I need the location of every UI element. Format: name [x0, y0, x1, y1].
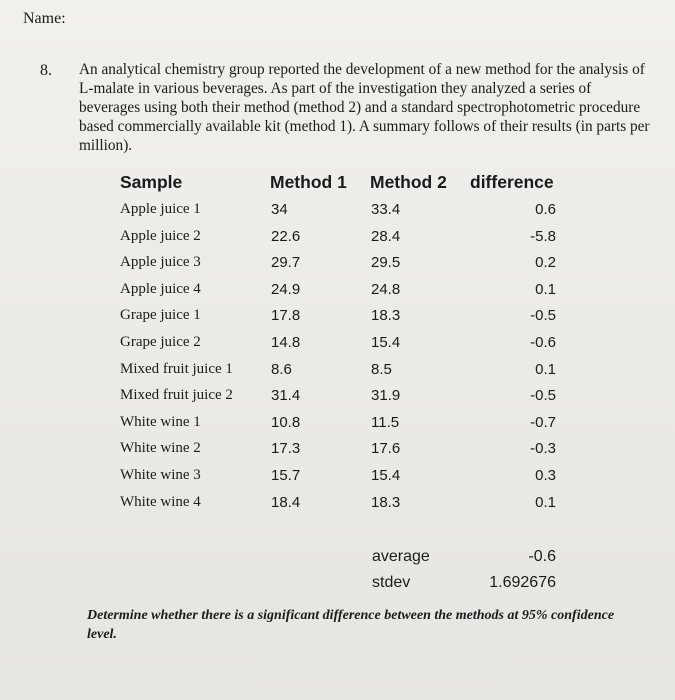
sample-cell: Apple juice 3: [120, 254, 201, 270]
difference-cell: 0.1: [535, 281, 556, 298]
method1-cell: 10.8: [271, 414, 301, 431]
method1-cell: 14.8: [271, 334, 301, 351]
sample-cell: Mixed fruit juice 2: [120, 387, 233, 403]
average-label: average: [372, 548, 430, 565]
method2-cell: 24.8: [371, 281, 401, 298]
method1-cell: 8.6: [271, 361, 292, 378]
method2-cell: 18.3: [371, 494, 401, 511]
method2-cell: 15.4: [371, 334, 401, 351]
difference-cell: -0.5: [530, 307, 556, 324]
method1-cell: 29.7: [271, 254, 301, 271]
method2-cell: 17.6: [371, 440, 401, 457]
sample-cell: Mixed fruit juice 1: [120, 361, 233, 377]
difference-cell: -0.7: [530, 414, 556, 431]
method1-cell: 22.6: [271, 228, 301, 245]
difference-cell: -5.8: [530, 228, 556, 245]
difference-cell: -0.5: [530, 387, 556, 404]
problem-number: 8.: [40, 62, 52, 79]
method1-cell: 24.9: [271, 281, 301, 298]
problem-intro: An analytical chemistry group reported the development of a new method for the analysis of L-malate in various beverages. As part of the investigation they analyzed a series of beverages using both their method (method 2) and a standard spectrophotometric procedure based commercially available kit (method 1). A summary follows of their results (in parts per million).: [79, 61, 650, 154]
difference-cell: 0.1: [535, 494, 556, 511]
stdev-value: 1.692676: [489, 574, 556, 591]
sample-cell: Apple juice 2: [120, 228, 201, 244]
header-method1: Method 1: [270, 172, 347, 192]
method2-cell: 28.4: [371, 228, 401, 245]
sample-cell: White wine 1: [120, 414, 201, 430]
average-value: -0.6: [528, 548, 556, 565]
sample-cell: White wine 2: [120, 440, 201, 456]
sample-cell: Apple juice 4: [120, 281, 201, 297]
method2-cell: 29.5: [371, 254, 401, 271]
difference-cell: -0.6: [530, 334, 556, 351]
stdev-label: stdev: [372, 574, 411, 591]
method2-cell: 8.5: [371, 361, 392, 378]
sample-cell: White wine 3: [120, 467, 201, 483]
difference-cell: 0.1: [535, 361, 556, 378]
difference-cell: 0.3: [535, 467, 556, 484]
method1-cell: 34: [271, 201, 288, 218]
method1-cell: 17.8: [271, 307, 301, 324]
method2-cell: 15.4: [371, 467, 401, 484]
sample-cell: Apple juice 1: [120, 201, 201, 217]
sample-cell: Grape juice 2: [120, 334, 201, 350]
sample-cell: White wine 4: [120, 494, 201, 510]
method1-cell: 31.4: [271, 387, 301, 404]
header-difference: difference: [470, 172, 554, 192]
method2-cell: 18.3: [371, 307, 401, 324]
sample-cell: Grape juice 1: [120, 307, 201, 323]
method2-cell: 11.5: [371, 414, 400, 431]
difference-cell: 0.2: [535, 254, 556, 271]
header-sample: Sample: [120, 172, 183, 192]
header-method2: Method 2: [370, 172, 447, 192]
difference-cell: 0.6: [535, 201, 556, 218]
method2-cell: 31.9: [371, 387, 401, 404]
name-label: Name:: [23, 10, 66, 27]
question-prompt: Determine whether there is a significant difference between the methods at 95% confidence level.: [87, 608, 615, 642]
method1-cell: 15.7: [271, 467, 301, 484]
method1-cell: 17.3: [271, 440, 301, 457]
method2-cell: 33.4: [371, 201, 401, 218]
method1-cell: 18.4: [271, 494, 301, 511]
difference-cell: -0.3: [530, 440, 556, 457]
